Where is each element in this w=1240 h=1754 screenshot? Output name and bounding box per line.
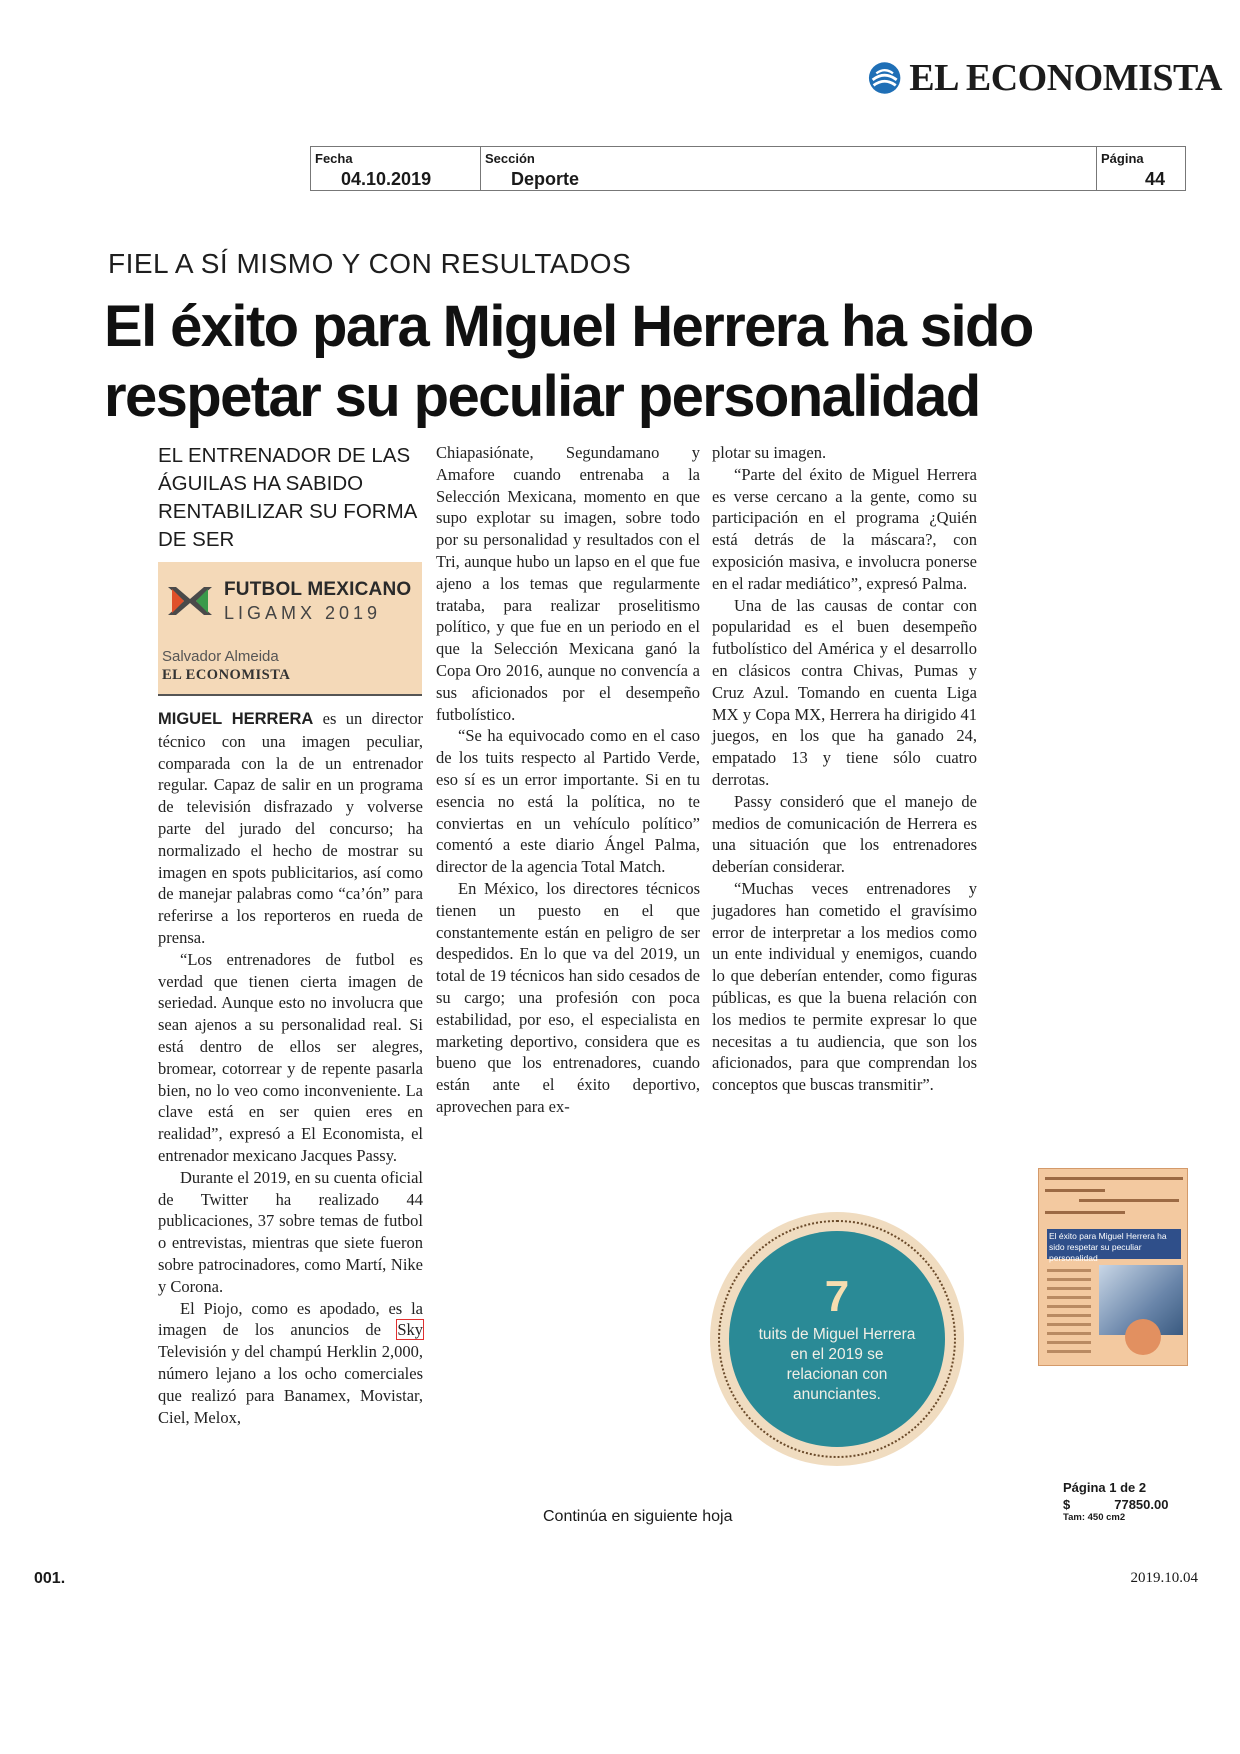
date-label: Fecha [315, 151, 353, 166]
section-banner [158, 562, 422, 640]
page-value: 44 [1144, 169, 1165, 189]
callout-number: 7 [824, 1272, 850, 1321]
stat-callout [710, 1212, 964, 1466]
article-kicker: FIEL A SÍ MISMO Y CON RESULTADOS [108, 248, 632, 279]
section-cell [481, 147, 1097, 190]
banner-text [224, 579, 411, 624]
paragraph: Chiapasiónate, Segundamano y Amafore cuando entrenaba a la Selección Mexicana, momento en que supo explotar su imagen, sobre todo por su personalidad y resultados con el Tri, aunque hubo un lapso en el que fue ajeno a los temas que regularmente trataba, para realizar proselitismo político, y que fue en un periodo en el que la Selección Mexicana ganó la Copa Oro 2016, aunque no convencía a sus aficionados por el desempeño futbolístico. [436, 443, 700, 724]
page-label: Página [1101, 151, 1144, 166]
masthead-title: EL ECONOMISTA [909, 57, 1222, 99]
thumb-text-lines [1047, 1269, 1091, 1359]
date-cell [311, 147, 481, 190]
article-size: Tam: 450 cm2 [1063, 1512, 1126, 1523]
byline-organization: EL ECONOMISTA [162, 667, 291, 683]
paragraph [158, 708, 423, 949]
continues-note: Continúa en siguiente hoja [543, 1508, 733, 1525]
thumb-rule [1079, 1199, 1179, 1202]
thumb-rule [1045, 1211, 1125, 1214]
paragraph: Durante el 2019, en su cuenta oficial de Twitter ha realizado 44 publicaciones, 37 sobre temas de futbol o entrevistas, mientras que siete fueron sobre patrocinadores, como Martí, Nike y Corona. [158, 1167, 423, 1296]
article-deck: EL ENTRENADOR DE LAS ÁGUILAS HA SABIDO RENTABILIZAR SU FORMA DE SER [158, 444, 417, 551]
banner-line-2: LIGAMX 2019 [224, 602, 382, 623]
paragraph: En México, los directores técnicos tienen un puesto en el que constantemente están en peligro de ser despedidos. En lo que va del 2019, un total de 19 técnicos han sido cesados de su cargo; una profesión con poca estabilidad, por eso, el especialista en marketing deportivo, considera que es bueno que los entrenadores, cuando están ante el éxito deportivo, aprovechen para ex- [436, 878, 700, 1116]
article-column-2 [436, 442, 700, 1118]
footer-date: 2019.10.04 [1130, 1570, 1198, 1586]
currency: $ [1063, 1497, 1071, 1512]
paragraph-text: El Piojo, como es apodado, es la imagen de los anuncios de [158, 1298, 423, 1340]
el-economista-logo-icon [868, 60, 901, 96]
article-headline [104, 292, 1064, 432]
paragraph-text: Televisión y del champú Herklin 2,000, número lejano a los ocho comerciales que realizó para Banamex, Movistar, Ciel, Melox, [158, 1342, 423, 1427]
article-column-3 [712, 442, 977, 1096]
headline-line-2: respetar su peculiar personalidad [104, 364, 980, 429]
footer-id: 001. [34, 1570, 66, 1587]
liga-mx-logo-icon [164, 581, 216, 621]
paragraph: “Los entrenadores de futbol es verdad que tienen cierta imagen de seriedad. Aunque esto no involucra que sean ajenos a su personalidad real. Si está dentro de ellos ser alegres, bromear, cotorrear y de repente pasarla bien, no lo veo como inconveniente. La clave está en ser quien eres en realidad”, expresó a El Economista, el entrenador mexicano Jacques Passy. [158, 949, 423, 1165]
date-value: 04.10.2019 [341, 169, 432, 189]
byline-author: Salvador Almeida [162, 648, 279, 665]
paragraph: Passy consideró que el manejo de medios de comunicación de Herrera es una situación que los entrenadores deberían considerar. [712, 791, 977, 877]
page-count: Página 1 de 2 [1063, 1480, 1147, 1495]
byline [158, 640, 422, 696]
paragraph [158, 1298, 423, 1429]
paragraph-text: es un director técnico con una imagen peculiar, comparada con la de un entrenador regular. Capaz de salir en un programa de televisión disfrazado y volverse parte del jurado del concurso; ha normalizado el hecho de mostrar su imagen en spots publicitarios, así como de manejar palabras como “ca’ón” para referirse a los reporteros en rueda de prensa. [158, 709, 423, 947]
headline-line-1: El éxito para Miguel Herrera ha sido [104, 294, 1033, 359]
paragraph: plotar su imagen. [712, 443, 827, 462]
paragraph: “Muchas veces entrenadores y jugadores han cometido el gravísimo error de interpretar a los medios como un ente individual y enemigos, cuando lo que deberían entender, como figuras públicas, es que la buena relación con los medios te permite expresar lo que necesitas a tu audiencia, que son los aficionados, para que comprendan los conceptos que buscas transmitir”. [712, 878, 977, 1095]
lead-name: MIGUEL HERRERA [158, 710, 314, 728]
sky-highlight: Sky [397, 1320, 423, 1340]
thumb-rule [1045, 1177, 1183, 1180]
paragraph: “Parte del éxito de Miguel Herrera es verse cercano a la gente, como su participación en el programa ¿Quién está detrás de la máscara?, con exposición masiva, e involucra ponerse en el radar mediático”, expresó Palma. [712, 464, 977, 593]
callout-text: tuits de Miguel Herrera en el 2019 se relacionan con anunciantes. [758, 1326, 916, 1403]
paragraph: Una de las causas de contar con popularidad es el buen desempeño futbolístico del América y el desarrollo en clásicos contra Chivas, Pumas y Cruz Azul. Tomando en cuenta Liga MX y Copa MX, Herrera ha dirigido 41 juegos, en los que ha ganado 24, empatado 13 y tiene sólo cuatro derrotas. [712, 595, 977, 789]
masthead-logo [868, 56, 1222, 100]
thumb-headline: El éxito para Miguel Herrera ha sido respetar su peculiar personalidad [1049, 1231, 1167, 1263]
price-amount: 77850.00 [1114, 1497, 1169, 1512]
thumb-rule [1045, 1189, 1105, 1192]
banner-line-1: FUTBOL MEXICANO [224, 578, 412, 600]
paragraph: “Se ha equivocado como en el caso de los tuits respecto al Partido Verde, eso sí es un error importante. Si en tu esencia no está la política, no te conviertas en un vehículo político” comentó a este diario Ángel Palma, director de la agencia Total Match. [436, 726, 700, 877]
page-cell [1097, 147, 1185, 190]
price [1063, 1497, 1168, 1512]
thumb-callout [1125, 1319, 1161, 1355]
publication-info-box [310, 146, 1186, 191]
section-value: Deporte [511, 169, 580, 189]
section-label: Sección [485, 151, 535, 166]
page-thumbnail [1038, 1168, 1188, 1366]
callout-dotted-ring [718, 1220, 956, 1458]
article-column-1 [158, 708, 423, 1428]
